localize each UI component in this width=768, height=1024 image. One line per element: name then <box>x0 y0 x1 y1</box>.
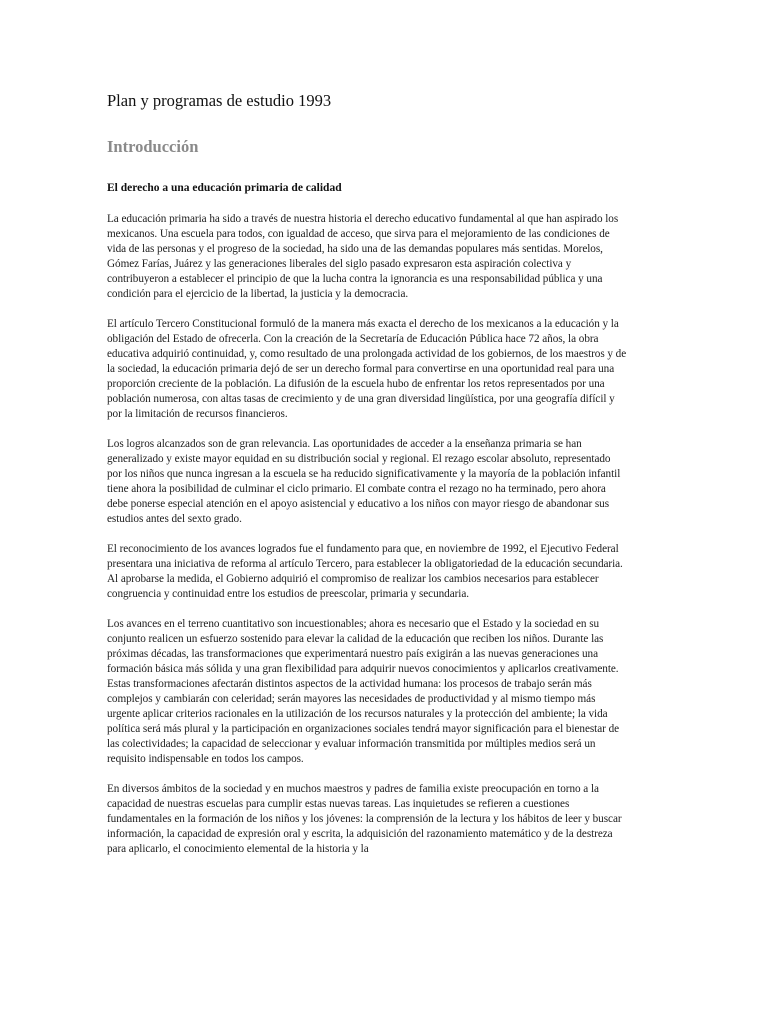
document-page <box>107 88 627 872</box>
paragraph: Los logros alcanzados son de gran relevancia. Las oportunidades de acceder a la enseñanza primaria se han generalizado y existe mayor equidad en su distribución social y regional. El rezago escolar absoluto, representado por los niños que nunca ingresan a la escuela se ha reducido significativamente y la mayoría de la población infantil tiene ahora la posibilidad de culminar el ciclo primario. El combate contra el rezago no ha terminado, pero ahora debe ponerse especial atención en el apoyo asistencial y educativo a los niños con mayor riesgo de abandonar sus estudios antes del sexto grado. <box>107 438 621 525</box>
section-title: Introducción <box>107 137 199 156</box>
paragraph: El reconocimiento de los avances logrados fue el fundamento para que, en noviembre de 1992, el Ejecutivo Federal presentara una iniciativa de reforma al artículo Tercero, para establecer la obligatoriedad de la educación secundaria. Al aprobarse la medida, el Gobierno adquirió el compromiso de realizar los cambios necesarios para establecer congruencia y continuidad entre los estudios de preescolar, primaria y secundaria. <box>107 543 623 600</box>
paragraph: Los avances en el terreno cuantitativo son incuestionables; ahora es necesario que el Estado y la sociedad en su conjunto realicen un esfuerzo sostenido para elevar la calidad de la educación que reciben los niños. Durante las próximas décadas, las transformaciones que experimentará nuestro país exigirán a las nuevas generaciones una formación básica más sólida y una gran flexibilidad para adquirir nuevos conocimientos y aplicarlos creativamente. Estas transformaciones afectarán distintos aspectos de la actividad humana: los procesos de trabajo serán más complejos y cambiarán con celeridad; serán mayores las necesidades de productividad y al mismo tiempo más urgente aplicar criterios racionales en la utilización de los recursos naturales y la protección del ambiente; la vida política será más plural y la participación en organizaciones sociales tendrá mayor significación para el bienestar de las colectividades; la capacidad de seleccionar y evaluar información transmitida por múltiples medios será un requisito indispensable en todos los campos. <box>107 618 620 765</box>
paragraph: La educación primaria ha sido a través de nuestra historia el derecho educativo fundamental al que han aspirado los mexicanos. Una escuela para todos, con igualdad de acceso, que sirva para el mejoramiento de las condiciones de vida de las personas y el progreso de la sociedad, ha sido una de las demandas populares más sentidas. Morelos, Gómez Farías, Juárez y las generaciones liberales del siglo pasado expresaron esta aspiración colectiva y contribuyeron a establecer el principio de que la lucha contra la ignorancia es una responsabilidad pública y una condición para el ejercicio de la libertad, la justicia y la democracia. <box>107 213 619 300</box>
document-title: Plan y programas de estudio 1993 <box>107 91 332 110</box>
paragraph: En diversos ámbitos de la sociedad y en muchos maestros y padres de familia existe preocupación en torno a la capacidad de nuestras escuelas para cumplir estas nuevas tareas. Las inquietudes se refieren a cuestiones fundamentales en la formación de los niños y los jóvenes: la comprensión de la lectura y los hábitos de leer y buscar información, la capacidad de expresión oral y escrita, la adquisición del razonamiento matemático y de la destreza para aplicarlo, el conocimiento elemental de la historia y la <box>107 783 622 855</box>
paragraph: El artículo Tercero Constitucional formuló de la manera más exacta el derecho de los mexicanos a la educación y la obligación del Estado de ofrecerla. Con la creación de la Secretaría de Educación Pública hace 72 años, la obra educativa adquirió continuidad, y, como resultado de una prolongada actividad de los gobiernos, de los maestros y de la sociedad, la educación primaria dejó de ser un derecho formal para convertirse en una oportunidad real para una proporción creciente de la población. La difusión de la escuela hubo de enfrentar los retos representados por una población numerosa, con altas tasas de crecimiento y de una gran diversidad lingüística, por una geografía difícil y por la limitación de recursos financieros. <box>107 318 627 420</box>
subsection-title: El derecho a una educación primaria de calidad <box>107 182 342 194</box>
